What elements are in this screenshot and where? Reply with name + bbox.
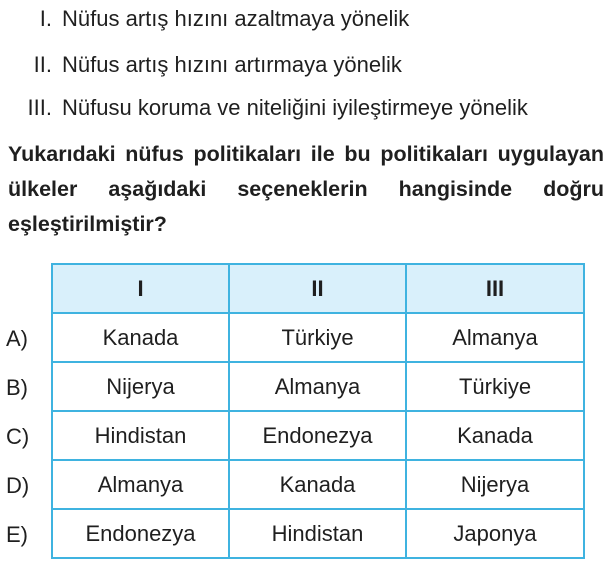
statement-2	[0, 52, 402, 78]
answer-table	[51, 263, 585, 559]
statement-3	[0, 95, 528, 121]
table-cell: Hindistan	[229, 509, 406, 558]
statement-3-number: III.	[27, 95, 52, 120]
table-cell: Almanya	[52, 460, 229, 509]
statement-3-text: Nüfusu koruma ve niteliğini iyileştirmeye yönelik	[62, 95, 528, 120]
statement-1	[0, 6, 409, 32]
table-cell: Nijerya	[406, 460, 584, 509]
table-row-a[interactable]	[52, 313, 584, 362]
column-header-ii: II	[229, 264, 406, 313]
table-cell: Kanada	[229, 460, 406, 509]
statement-2-number: II.	[33, 52, 52, 77]
table-cell: Nijerya	[52, 362, 229, 411]
column-header-iii: III	[406, 264, 584, 313]
table-cell: Kanada	[406, 411, 584, 460]
table-header-row	[52, 264, 584, 313]
table-row-b[interactable]	[52, 362, 584, 411]
table-cell: Almanya	[229, 362, 406, 411]
option-letter-c[interactable]: C)	[6, 424, 30, 449]
column-header-i: I	[52, 264, 229, 313]
statement-2-text: Nüfus artış hızını artırmaya yönelik	[62, 52, 402, 77]
table-cell: Hindistan	[52, 411, 229, 460]
table-cell: Almanya	[406, 313, 584, 362]
option-letter-a[interactable]: A)	[6, 326, 28, 351]
table-row-d[interactable]	[52, 460, 584, 509]
question-text: Yukarıdaki nüfus politikaları ile bu politikaları uygulayan ülkeler aşağıdaki seçeneklerin hangisinde doğru eşleştirilmiştir?	[8, 142, 604, 236]
table-cell: Endonezya	[52, 509, 229, 558]
table-row-e[interactable]	[52, 509, 584, 558]
table-cell: Endonezya	[229, 411, 406, 460]
table-cell: Kanada	[52, 313, 229, 362]
table-cell: Japonya	[406, 509, 584, 558]
option-letter-b[interactable]: B)	[6, 375, 28, 400]
statement-1-text: Nüfus artış hızını azaltmaya yönelik	[62, 6, 410, 31]
statement-1-number: I.	[39, 6, 52, 31]
table-cell: Türkiye	[406, 362, 584, 411]
table-row-c[interactable]	[52, 411, 584, 460]
table-cell: Türkiye	[229, 313, 406, 362]
option-letter-d[interactable]: D)	[6, 473, 30, 498]
option-letter-e[interactable]: E)	[6, 522, 28, 547]
